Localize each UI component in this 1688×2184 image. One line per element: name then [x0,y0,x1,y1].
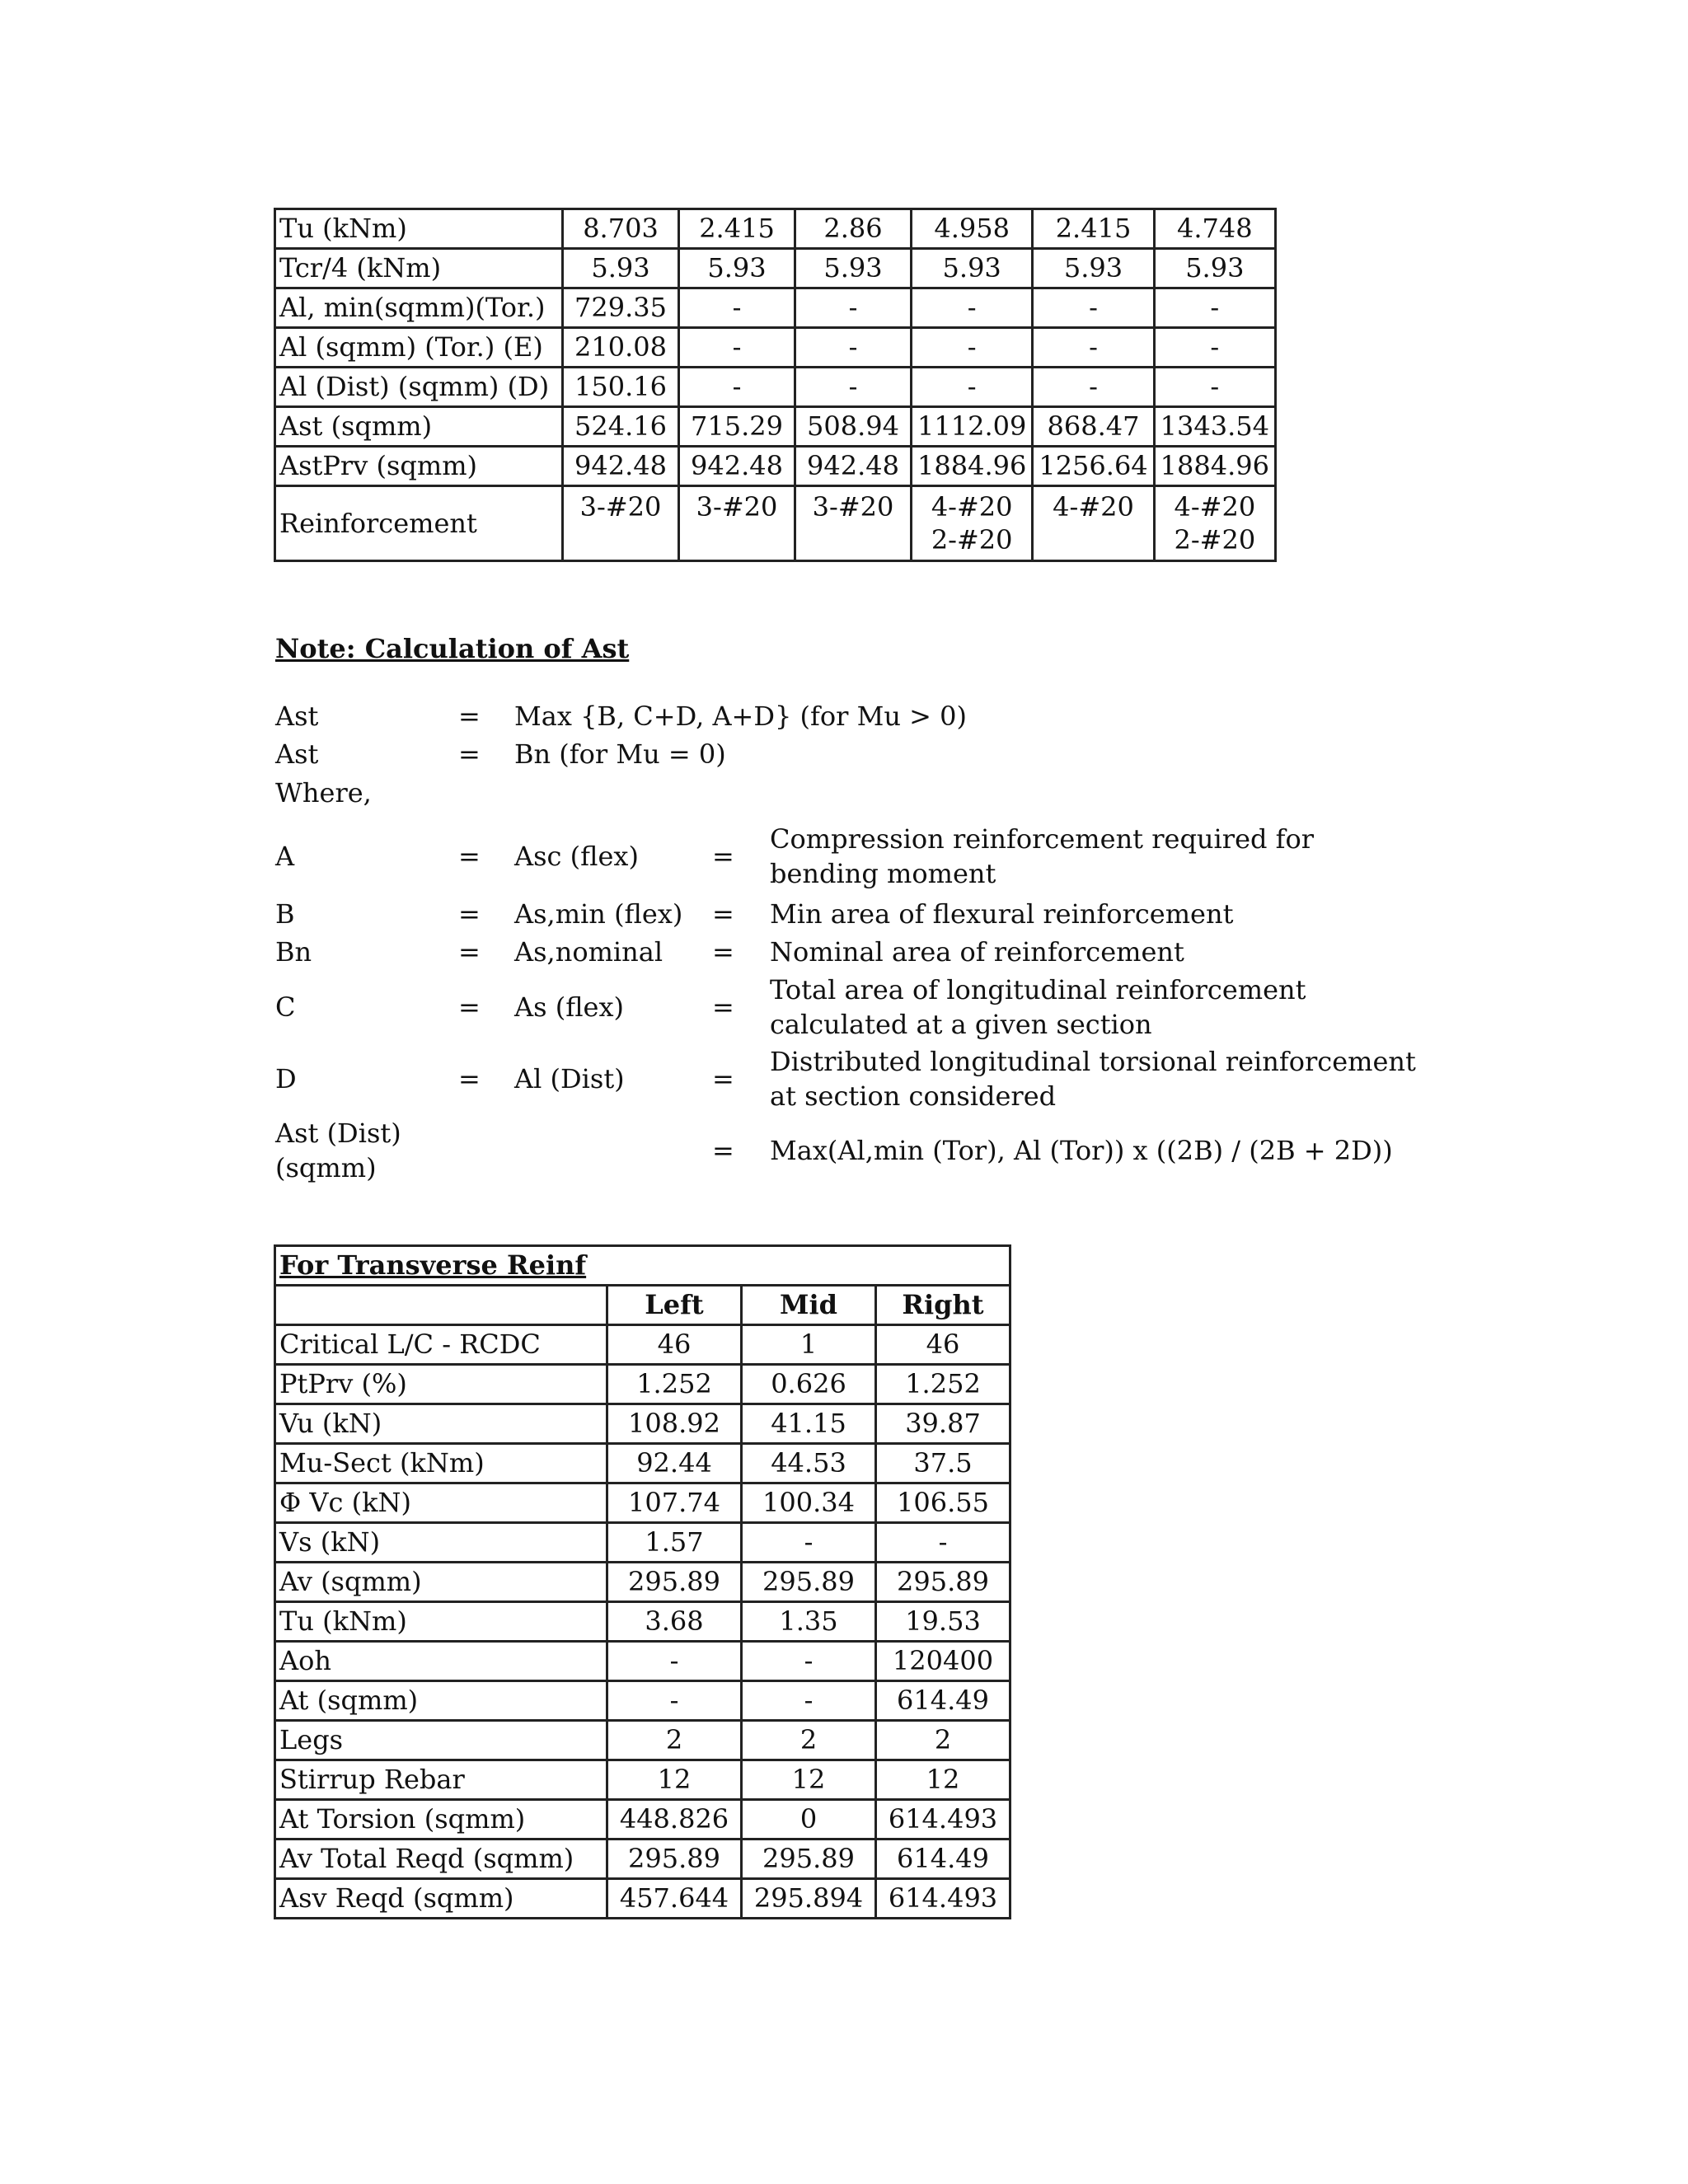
cell: 37.5 [876,1444,1010,1483]
rebar-text: 4-#20 [1174,491,1256,523]
row-label: At Torsion (sqmm) [275,1800,607,1840]
row-label: AstPrv (sqmm) [275,447,563,486]
cell: 1.252 [876,1365,1010,1404]
table-row [275,407,1276,447]
cell: 295.89 [607,1563,742,1602]
cell: - [1033,328,1154,368]
term: C [275,991,296,1023]
definition-row [275,820,1429,893]
cell: 614.493 [876,1800,1010,1840]
cell: 729.35 [563,288,679,328]
cell: 1.57 [607,1523,742,1563]
equals-sign: = [458,701,481,732]
equals-sign: = [712,1135,734,1166]
table-row [275,486,1276,561]
table-title [275,1246,1010,1286]
table-row [275,1483,1010,1523]
cell: 41.15 [742,1404,876,1444]
equals-sign: = [458,1063,481,1094]
cell: - [607,1642,742,1681]
cell [1033,486,1154,561]
description-line: bending moment [770,858,996,889]
cell: - [742,1681,876,1721]
cell: 12 [742,1760,876,1800]
cell: 8.703 [563,209,679,249]
cell: - [795,288,912,328]
description-line: Compression reinforcement required for [770,823,1315,855]
row-label: Mu-Sect (kNm) [275,1444,607,1483]
row-label: Reinforcement [275,486,563,561]
cell: - [607,1681,742,1721]
cell: - [1154,288,1275,328]
row-label: Vu (kN) [275,1404,607,1444]
row-label: Critical L/C - RCDC [275,1325,607,1365]
rebar-text: 3-#20 [696,491,778,523]
cell: 92.44 [607,1444,742,1483]
cell: 5.93 [1154,249,1275,288]
longitudinal-reinforcement-table [274,208,1277,562]
transverse-reinforcement-table [274,1244,1011,1919]
cell: - [912,368,1033,407]
cell: 12 [607,1760,742,1800]
equals-sign: = [712,898,734,930]
cell: 5.93 [912,249,1033,288]
term: B [275,898,295,930]
row-label: Ast (sqmm) [275,407,563,447]
table-row [275,1840,1010,1879]
cell: - [1033,368,1154,407]
cell: 614.49 [876,1681,1010,1721]
row-label: Vs (kN) [275,1523,607,1563]
symbol: As (flex) [514,991,624,1023]
cell: - [795,368,912,407]
table-row [275,209,1276,249]
cell [563,486,679,561]
table-row [275,1404,1010,1444]
table-row [275,249,1276,288]
cell: - [742,1523,876,1563]
symbol: As,nominal [514,936,663,968]
equals-sign: = [458,898,481,930]
table-row [275,1365,1010,1404]
cell: - [795,328,912,368]
description: Max(Al,min (Tor), Al (Tor)) x ((2B) / (2B + 2D)) [770,1135,1393,1166]
rebar-text: 2-#20 [1174,524,1256,555]
expression: Bn (for Mu = 0) [514,738,726,770]
term: Ast [275,738,319,770]
cell: - [1154,328,1275,368]
definition-row [275,1114,1429,1187]
definition-row [275,895,1429,933]
term-line: Ast (Dist) [275,1118,401,1149]
rebar-text: 4-#20 [931,491,1013,523]
description-line: at section considered [770,1080,1057,1112]
table-row [275,1642,1010,1681]
column-header: Left [607,1286,742,1325]
description: Nominal area of reinforcement [770,936,1184,968]
term: D [275,1063,297,1094]
where-text: Where, [275,777,372,808]
row-label: PtPrv (%) [275,1365,607,1404]
table-row [275,447,1276,486]
rebar-text: 3-#20 [579,491,662,523]
cell: 5.93 [563,249,679,288]
term: Bn [275,936,312,968]
cell: 150.16 [563,368,679,407]
cell: 942.48 [795,447,912,486]
cell: 0 [742,1800,876,1840]
cell: 295.894 [742,1879,876,1919]
cell: 1256.64 [1033,447,1154,486]
cell: 2 [607,1721,742,1760]
rebar-text: 2-#20 [931,524,1013,555]
equals-sign: = [458,936,481,968]
cell: 1884.96 [1154,447,1275,486]
row-label: Al (sqmm) (Tor.) (E) [275,328,563,368]
description-line: Total area of longitudinal reinforcement [770,974,1306,1005]
ast-formula-row [275,701,1429,738]
table-row [275,1760,1010,1800]
cell: 942.48 [679,447,795,486]
column-header: Mid [742,1286,876,1325]
cell: 2.86 [795,209,912,249]
table-row [275,1523,1010,1563]
cell: 4.958 [912,209,1033,249]
row-label: Tu (kNm) [275,1602,607,1642]
equals-sign: = [458,841,481,872]
cell: 1.252 [607,1365,742,1404]
cell: - [912,328,1033,368]
cell: - [679,328,795,368]
symbol: Asc (flex) [514,841,639,872]
row-label: Aoh [275,1642,607,1681]
table-header-row [275,1286,1010,1325]
cell: 5.93 [795,249,912,288]
table-row [275,1325,1010,1365]
cell: 4.748 [1154,209,1275,249]
column-header: Right [876,1286,1010,1325]
equals-sign: = [712,936,734,968]
equals-sign: = [458,738,481,770]
cell: 614.49 [876,1840,1010,1879]
table-row [275,1800,1010,1840]
table-row [275,328,1276,368]
table-title-text: For Transverse Reinf [279,1249,587,1281]
table-row [275,288,1276,328]
cell: 108.92 [607,1404,742,1444]
cell: 5.93 [679,249,795,288]
cell [679,486,795,561]
cell: 1112.09 [912,407,1033,447]
equals-sign: = [712,991,734,1023]
cell: 1884.96 [912,447,1033,486]
equals-sign: = [712,841,734,872]
cell: 46 [607,1325,742,1365]
cell: 100.34 [742,1483,876,1523]
rebar-text: 4-#20 [1053,491,1134,523]
cell [795,486,912,561]
row-label: Tcr/4 (kNm) [275,249,563,288]
cell: 39.87 [876,1404,1010,1444]
row-label: Φ Vc (kN) [275,1483,607,1523]
row-label: Stirrup Rebar [275,1760,607,1800]
cell: 942.48 [563,447,679,486]
cell: 524.16 [563,407,679,447]
cell: 295.89 [742,1840,876,1879]
cell: - [742,1642,876,1681]
cell: 1 [742,1325,876,1365]
cell: 44.53 [742,1444,876,1483]
header-empty [275,1286,607,1325]
expression: Max {B, C+D, A+D} (for Mu > 0) [514,701,967,732]
cell: 0.626 [742,1365,876,1404]
definition-row [275,1043,1429,1115]
cell: 2 [742,1721,876,1760]
row-label: Av (sqmm) [275,1563,607,1602]
note-title: Note: Calculation of Ast [275,633,630,664]
cell: 614.493 [876,1879,1010,1919]
equals-sign: = [712,1063,734,1094]
cell: 1.35 [742,1602,876,1642]
cell: 19.53 [876,1602,1010,1642]
cell: - [876,1523,1010,1563]
cell: 5.93 [1033,249,1154,288]
row-label: Av Total Reqd (sqmm) [275,1840,607,1879]
symbol: Al (Dist) [514,1063,625,1094]
term-line: (sqmm) [275,1152,377,1183]
row-label: Tu (kNm) [275,209,563,249]
cell: - [679,368,795,407]
rebar-text: 3-#20 [812,491,894,523]
cell: 120400 [876,1642,1010,1681]
cell: 3.68 [607,1602,742,1642]
cell: 715.29 [679,407,795,447]
cell: 46 [876,1325,1010,1365]
symbol: As,min (flex) [514,898,683,930]
cell: 106.55 [876,1483,1010,1523]
cell: 457.644 [607,1879,742,1919]
description [770,822,1314,891]
cell: 868.47 [1033,407,1154,447]
cell [912,486,1033,561]
term [275,1116,401,1185]
term: Ast [275,701,319,732]
row-label: Al (Dist) (sqmm) (D) [275,368,563,407]
definition-row [275,971,1429,1043]
term: A [275,841,295,872]
cell: - [912,288,1033,328]
cell: 2.415 [1033,209,1154,249]
cell: 508.94 [795,407,912,447]
table-row [275,1563,1010,1602]
cell: 295.89 [607,1840,742,1879]
cell: 2.415 [679,209,795,249]
table-row [275,1602,1010,1642]
table-row [275,1879,1010,1919]
row-label: At (sqmm) [275,1681,607,1721]
cell: - [1154,368,1275,407]
equals-sign: = [458,991,481,1023]
cell [1154,486,1275,561]
table-row [275,1444,1010,1483]
description [770,1044,1416,1113]
cell: 2 [876,1721,1010,1760]
cell: - [679,288,795,328]
cell: 107.74 [607,1483,742,1523]
description [770,972,1306,1042]
row-label: Asv Reqd (sqmm) [275,1879,607,1919]
description-line: calculated at a given section [770,1009,1152,1040]
definition-row [275,933,1429,971]
cell: 448.826 [607,1800,742,1840]
ast-formula-row [275,738,1429,776]
cell: 210.08 [563,328,679,368]
table-title-row [275,1246,1010,1286]
table-row [275,1681,1010,1721]
table-row [275,1721,1010,1760]
where-label [275,777,1429,814]
description: Min area of flexural reinforcement [770,898,1234,930]
row-label: Legs [275,1721,607,1760]
cell: 12 [876,1760,1010,1800]
cell: 1343.54 [1154,407,1275,447]
cell: 295.89 [876,1563,1010,1602]
description-line: Distributed longitudinal torsional reinforcement [770,1046,1416,1077]
table-row [275,368,1276,407]
cell: - [1033,288,1154,328]
cell: 295.89 [742,1563,876,1602]
row-label: Al, min(sqmm)(Tor.) [275,288,563,328]
